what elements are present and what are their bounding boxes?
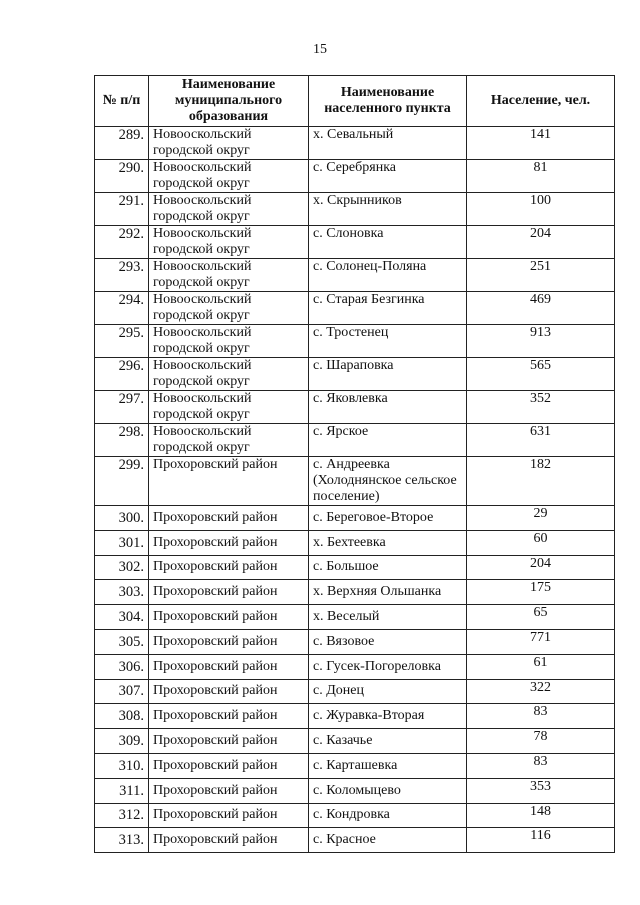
row-number: 309. [95, 729, 149, 754]
settlement-cell: с. Казачье [309, 729, 467, 754]
municipality-cell: Прохоровский район [149, 457, 309, 506]
settlement-cell: х. Верхняя Ольшанка [309, 580, 467, 605]
settlement-cell: х. Бехтеевка [309, 530, 467, 555]
settlement-cell: с. Шараповка [309, 358, 467, 391]
table-row [95, 457, 615, 506]
municipality-cell: Новооскольский городской округ [149, 358, 309, 391]
row-number: 312. [95, 803, 149, 828]
population-cell: 78 [467, 729, 615, 754]
table-header-row [95, 76, 615, 127]
table-row [95, 605, 615, 630]
settlement-cell: с. Старая Безгинка [309, 292, 467, 325]
municipality-cell: Прохоровский район [149, 704, 309, 729]
table-row [95, 160, 615, 193]
population-table [94, 75, 615, 853]
municipality-cell: Прохоровский район [149, 753, 309, 778]
table-row [95, 555, 615, 580]
municipality-cell: Прохоровский район [149, 555, 309, 580]
table-row [95, 729, 615, 754]
population-cell: 83 [467, 704, 615, 729]
table-row [95, 629, 615, 654]
settlement-cell: с. Яковлевка [309, 391, 467, 424]
row-number: 296. [95, 358, 149, 391]
settlement-cell: с. Большое [309, 555, 467, 580]
table-row [95, 679, 615, 704]
municipality-cell: Прохоровский район [149, 605, 309, 630]
population-cell: 148 [467, 803, 615, 828]
population-cell: 175 [467, 580, 615, 605]
row-number: 290. [95, 160, 149, 193]
table-row [95, 506, 615, 531]
row-number: 291. [95, 193, 149, 226]
settlement-cell: с. Гусек-Погореловка [309, 654, 467, 679]
table-body [95, 127, 615, 853]
municipality-cell: Прохоровский район [149, 828, 309, 853]
settlement-cell: с. Серебрянка [309, 160, 467, 193]
municipality-cell: Прохоровский район [149, 778, 309, 803]
header-settlement: Наименование населенного пункта [309, 76, 467, 127]
municipality-cell: Новооскольский городской округ [149, 292, 309, 325]
settlement-cell: с. Тростенец [309, 325, 467, 358]
row-number: 308. [95, 704, 149, 729]
row-number: 313. [95, 828, 149, 853]
row-number: 302. [95, 555, 149, 580]
population-cell: 204 [467, 555, 615, 580]
settlement-cell: х. Веселый [309, 605, 467, 630]
row-number: 295. [95, 325, 149, 358]
municipality-cell: Новооскольский городской округ [149, 259, 309, 292]
settlement-cell: с. Красное [309, 828, 467, 853]
header-population: Население, чел. [467, 76, 615, 127]
population-cell: 352 [467, 391, 615, 424]
row-number: 297. [95, 391, 149, 424]
table-row [95, 424, 615, 457]
table-row [95, 391, 615, 424]
row-number: 293. [95, 259, 149, 292]
population-cell: 565 [467, 358, 615, 391]
population-cell: 65 [467, 605, 615, 630]
population-cell: 81 [467, 160, 615, 193]
row-number: 299. [95, 457, 149, 506]
municipality-cell: Новооскольский городской округ [149, 226, 309, 259]
row-number: 307. [95, 679, 149, 704]
table-row [95, 325, 615, 358]
population-cell: 182 [467, 457, 615, 506]
row-number: 294. [95, 292, 149, 325]
population-cell: 204 [467, 226, 615, 259]
population-cell: 631 [467, 424, 615, 457]
row-number: 300. [95, 506, 149, 531]
municipality-cell: Прохоровский район [149, 729, 309, 754]
table-row [95, 193, 615, 226]
municipality-cell: Прохоровский район [149, 506, 309, 531]
header-municipality: Наименование муниципального образования [149, 76, 309, 127]
row-number: 303. [95, 580, 149, 605]
population-cell: 116 [467, 828, 615, 853]
population-cell: 353 [467, 778, 615, 803]
settlement-cell: с. Кондровка [309, 803, 467, 828]
municipality-cell: Новооскольский городской округ [149, 391, 309, 424]
row-number: 305. [95, 629, 149, 654]
table-row [95, 753, 615, 778]
table-row [95, 226, 615, 259]
table-row [95, 654, 615, 679]
municipality-cell: Прохоровский район [149, 803, 309, 828]
row-number: 301. [95, 530, 149, 555]
table-row [95, 358, 615, 391]
row-number: 289. [95, 127, 149, 160]
municipality-cell: Новооскольский городской округ [149, 160, 309, 193]
row-number: 304. [95, 605, 149, 630]
table-row [95, 704, 615, 729]
table-row [95, 259, 615, 292]
table-row [95, 778, 615, 803]
settlement-cell: с. Журавка-Вторая [309, 704, 467, 729]
table-row [95, 828, 615, 853]
population-cell: 771 [467, 629, 615, 654]
settlement-cell: с. Слоновка [309, 226, 467, 259]
settlement-cell: с. Береговое-Второе [309, 506, 467, 531]
settlement-cell: с. Карташевка [309, 753, 467, 778]
municipality-cell: Прохоровский район [149, 679, 309, 704]
table-row [95, 530, 615, 555]
population-cell: 913 [467, 325, 615, 358]
header-num: № п/п [95, 76, 149, 127]
population-cell: 60 [467, 530, 615, 555]
settlement-cell: с. Ярское [309, 424, 467, 457]
row-number: 298. [95, 424, 149, 457]
population-cell: 29 [467, 506, 615, 531]
settlement-cell: с. Коломыцево [309, 778, 467, 803]
municipality-cell: Прохоровский район [149, 580, 309, 605]
row-number: 311. [95, 778, 149, 803]
population-cell: 469 [467, 292, 615, 325]
population-cell: 251 [467, 259, 615, 292]
population-cell: 141 [467, 127, 615, 160]
municipality-cell: Новооскольский городской округ [149, 193, 309, 226]
table-row [95, 292, 615, 325]
settlement-cell: х. Скрынников [309, 193, 467, 226]
municipality-cell: Прохоровский район [149, 629, 309, 654]
settlement-cell: с. Вязовое [309, 629, 467, 654]
table-row [95, 580, 615, 605]
table-row [95, 127, 615, 160]
population-cell: 100 [467, 193, 615, 226]
table-row [95, 803, 615, 828]
settlement-cell: х. Севальный [309, 127, 467, 160]
page-number: 15 [313, 42, 327, 57]
municipality-cell: Новооскольский городской округ [149, 424, 309, 457]
municipality-cell: Новооскольский городской округ [149, 325, 309, 358]
population-cell: 61 [467, 654, 615, 679]
settlement-cell: с. Андреевка (Холоднянское сельское поселение) [309, 457, 467, 506]
population-cell: 322 [467, 679, 615, 704]
row-number: 306. [95, 654, 149, 679]
row-number: 292. [95, 226, 149, 259]
settlement-cell: с. Солонец-Поляна [309, 259, 467, 292]
municipality-cell: Новооскольский городской округ [149, 127, 309, 160]
settlement-cell: с. Донец [309, 679, 467, 704]
row-number: 310. [95, 753, 149, 778]
municipality-cell: Прохоровский район [149, 654, 309, 679]
municipality-cell: Прохоровский район [149, 530, 309, 555]
population-cell: 83 [467, 753, 615, 778]
